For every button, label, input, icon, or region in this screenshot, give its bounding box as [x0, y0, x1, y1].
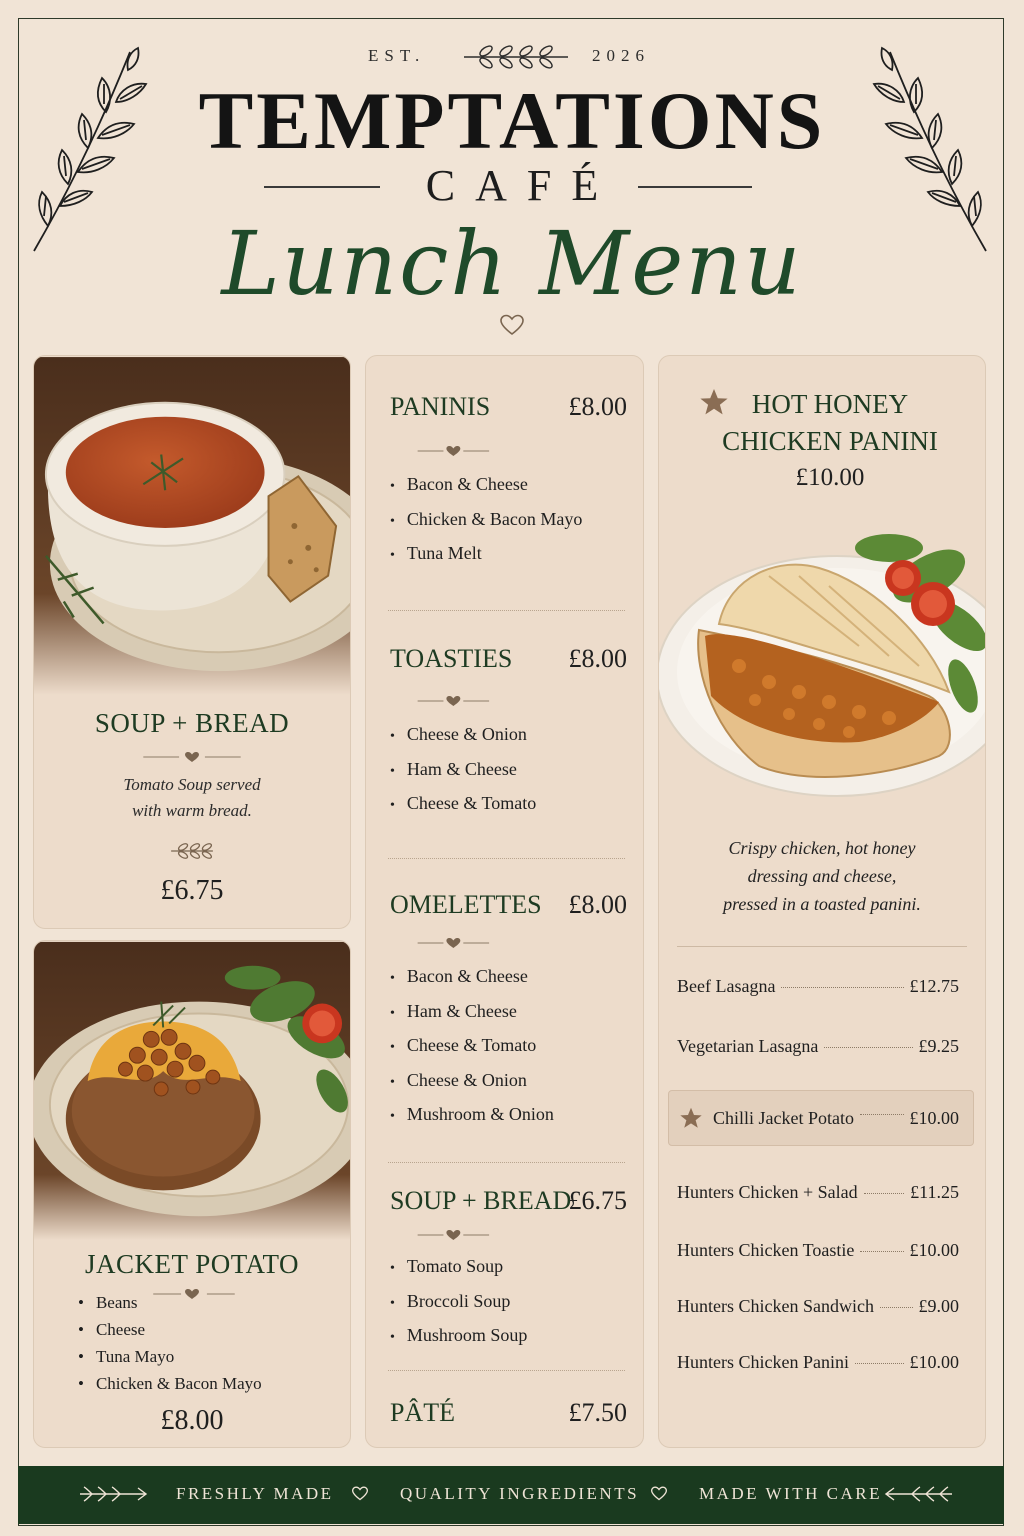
- soup-bread-card: [33, 355, 351, 929]
- list-item: [677, 1182, 959, 1203]
- omelettes-list: [390, 966, 554, 1139]
- heart-icon: [651, 1486, 667, 1501]
- heart-icon: [500, 314, 524, 336]
- list-item: • Ham & Cheese: [390, 1001, 554, 1036]
- item-name: Beef Lasagna: [677, 976, 776, 996]
- star-icon: [679, 1107, 703, 1129]
- highlighted-list-item: [668, 1090, 974, 1146]
- list-item: [677, 1352, 959, 1373]
- list-item: • Tuna Melt: [390, 543, 582, 578]
- item-price: £12.75: [909, 976, 959, 996]
- featured-name: [659, 386, 985, 460]
- divider: [388, 858, 625, 859]
- section-title: PANINIS: [390, 392, 491, 421]
- soups-list: [390, 1256, 527, 1360]
- list-item: • Cheese: [78, 1320, 262, 1347]
- list-item: • Chicken & Bacon Mayo: [390, 509, 582, 544]
- soup-desc-line1: Tomato Soup served: [123, 775, 261, 794]
- list-item: [677, 1296, 959, 1317]
- leader-dots: [860, 1251, 903, 1252]
- jacket-potato-image: [34, 941, 350, 1241]
- featured-name-line1: HOT HONEY: [751, 389, 909, 419]
- featured-desc-line1: Crispy chicken, hot honey: [728, 838, 916, 858]
- sprig-icon: [462, 40, 572, 74]
- footer-banner: [18, 1466, 1004, 1524]
- est-label: EST.: [368, 46, 426, 65]
- list-item: • Cheese & Onion: [390, 724, 536, 759]
- soup-title: SOUP + BREAD: [94, 708, 290, 738]
- item-price: £10.00: [909, 1107, 959, 1128]
- section-title: TOASTIES: [390, 644, 513, 673]
- item-name: Hunters Chicken Sandwich: [677, 1296, 874, 1316]
- leader-dots: [880, 1307, 913, 1308]
- right-menu-panel: [658, 355, 986, 1448]
- section-price: £6.75: [568, 1186, 627, 1215]
- item-price: £10.00: [909, 1352, 959, 1372]
- divider: [388, 1162, 625, 1163]
- list-item: [677, 976, 959, 997]
- list-item: • Beans: [78, 1293, 262, 1320]
- heart-icon: [352, 1486, 368, 1501]
- toasties-list: [390, 724, 536, 828]
- leader-dots: [781, 987, 903, 988]
- item-price: £9.00: [918, 1296, 959, 1316]
- soup-bread-image: [34, 356, 350, 696]
- middle-menu-panel: [365, 355, 644, 1448]
- est-year: 2026: [592, 46, 650, 65]
- divider: [388, 610, 625, 611]
- item-name: Hunters Chicken + Salad: [677, 1182, 858, 1202]
- footer-item-made-with-care: MADE WITH CARE: [699, 1484, 882, 1503]
- cafe-subtitle: CAFÉ: [425, 161, 619, 210]
- arrow-sprig-icon: [78, 1484, 150, 1504]
- list-item: • Broccoli Soup: [390, 1291, 527, 1326]
- menu-title: Lunch Menu: [221, 212, 803, 315]
- leader-dots: [864, 1193, 905, 1194]
- featured-desc-line2: dressing and cheese,: [747, 866, 897, 886]
- item-price: £10.00: [909, 1240, 959, 1260]
- sprig-icon: [34, 842, 350, 860]
- list-item: • Tuna Mayo: [78, 1347, 262, 1374]
- leaf-branch-icon: [870, 46, 990, 256]
- list-item: • Mushroom & Onion: [390, 1104, 554, 1139]
- featured-desc-line3: pressed in a toasted panini.: [723, 894, 921, 914]
- item-name: Hunters Chicken Panini: [677, 1352, 849, 1372]
- heart-divider: [34, 750, 350, 764]
- list-item: [677, 1240, 959, 1261]
- list-item: • Tomato Soup: [390, 1256, 527, 1291]
- section-price: £8.00: [568, 392, 627, 421]
- item-price: £9.25: [918, 1036, 959, 1056]
- list-item: • Cheese & Onion: [390, 1070, 554, 1105]
- leaf-branch-icon: [30, 46, 150, 256]
- footer-item-freshly-made: FRESHLY MADE: [176, 1484, 334, 1503]
- section-title: OMELETTES: [390, 890, 542, 919]
- list-item: • Chicken & Bacon Mayo: [78, 1374, 262, 1401]
- list-item: [677, 1036, 959, 1057]
- item-name: Hunters Chicken Toastie: [677, 1240, 855, 1260]
- list-item: • Mushroom Soup: [390, 1325, 527, 1360]
- item-price: £11.25: [910, 1182, 959, 1202]
- heart-divider: [366, 936, 643, 950]
- soup-description: [34, 772, 350, 824]
- section-price: £8.00: [568, 890, 627, 919]
- section-price: £7.50: [568, 1398, 627, 1427]
- item-name: Chilli Jacket Potato: [713, 1107, 854, 1128]
- featured-name-line2: CHICKEN PANINI: [722, 426, 938, 456]
- soup-price: £6.75: [160, 875, 224, 906]
- heart-divider: [366, 444, 643, 458]
- divider: [388, 1370, 625, 1371]
- list-item: • Bacon & Cheese: [390, 966, 554, 1001]
- soup-desc-line2: with warm bread.: [132, 801, 252, 820]
- section-price: £8.00: [568, 644, 627, 673]
- jacket-title: JACKET POTATO: [84, 1249, 300, 1279]
- jacket-fillings-list: [78, 1293, 262, 1401]
- section-title: SOUP + BREAD: [390, 1186, 572, 1215]
- leader-dots: [860, 1114, 904, 1115]
- leader-dots: [855, 1363, 904, 1364]
- heart-divider: [366, 694, 643, 708]
- list-item: • Cheese & Tomato: [390, 1035, 554, 1070]
- heart-divider: [366, 1228, 643, 1242]
- divider: [677, 946, 967, 947]
- leader-dots: [824, 1047, 912, 1048]
- list-item: • Cheese & Tomato: [390, 793, 536, 828]
- list-item: • Ham & Cheese: [390, 759, 536, 794]
- hot-honey-panini-image: [659, 506, 986, 806]
- footer-item-quality: QUALITY INGREDIENTS: [400, 1484, 640, 1503]
- list-item: • Bacon & Cheese: [390, 474, 582, 509]
- featured-description: [659, 834, 985, 918]
- jacket-potato-card: [33, 940, 351, 1448]
- item-name: Vegetarian Lasagna: [677, 1036, 819, 1056]
- featured-price: £10.00: [795, 464, 865, 491]
- cafe-title: TEMPTATIONS: [198, 75, 826, 166]
- jacket-price: £8.00: [160, 1405, 224, 1436]
- section-title: PÂTÉ: [390, 1398, 455, 1427]
- paninis-list: [390, 474, 582, 578]
- arrow-sprig-icon: [882, 1484, 954, 1504]
